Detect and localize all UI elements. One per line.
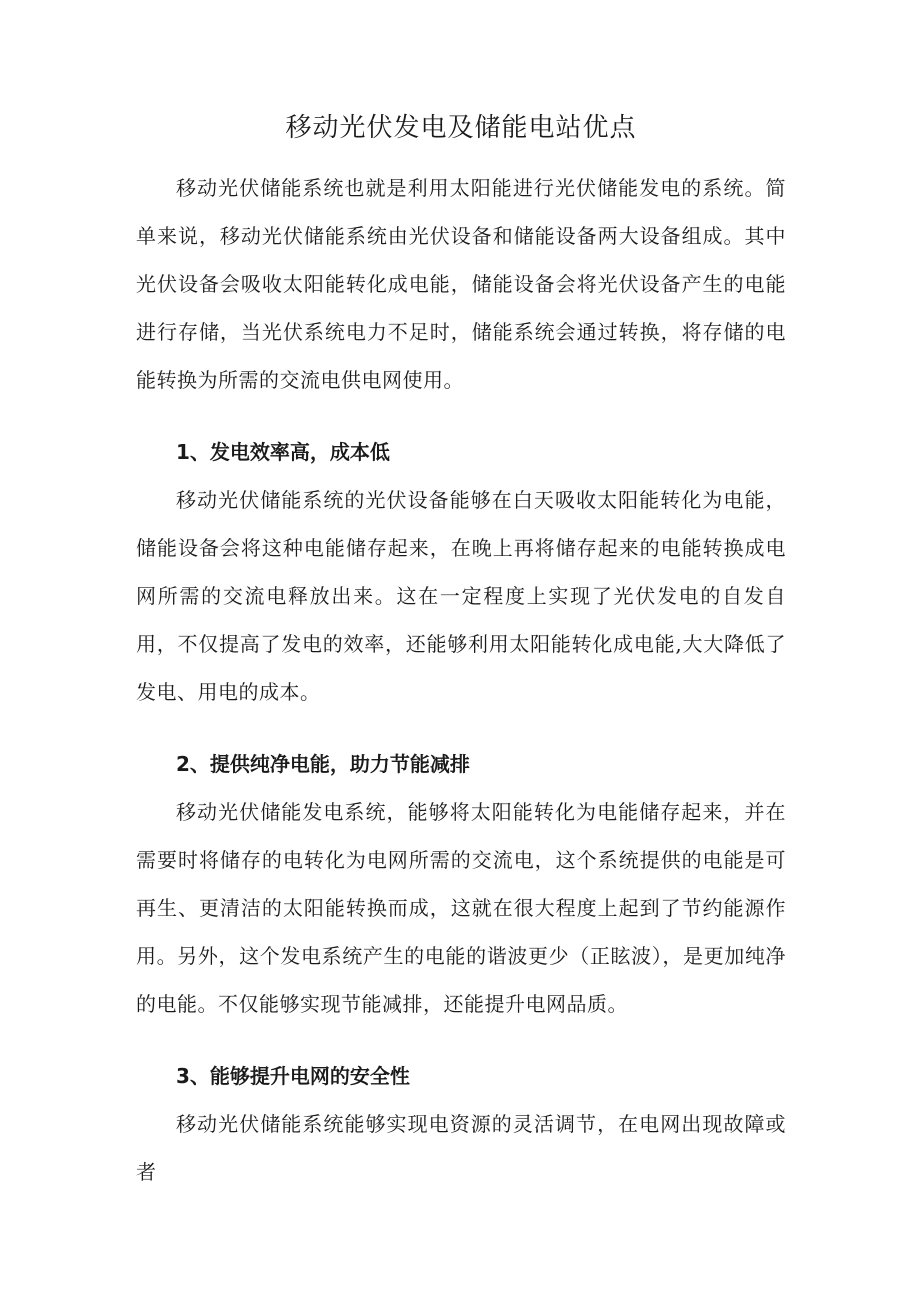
- document-body: [136, 106, 786, 1196]
- section-3: [136, 1052, 786, 1196]
- intro-paragraph: 移动光伏储能系统也就是利用太阳能进行光伏储能发电的系统。简单来说，移动光伏储能系统由光伏设备和储能设备两大设备组成。其中光伏设备会吸收太阳能转化成电能，储能设备会将光伏设备产生的电能进行存储，当光伏系统电力不足时，储能系统会通过转换，将存储的电能转换为所需的交流电供电网使用。: [136, 176, 786, 392]
- section-paragraph: 移动光伏储能发电系统，能够将太阳能转化为电能储存起来，并在需要时将储存的电转化为电网所需的交流电，这个系统提供的电能是可再生、更清洁的太阳能转换而成，这就在很大程度上起到了节约能源作用。另外，这个发电系统产生的电能的谐波更少（正眩波），是更加纯净的电能。不仅能够实现节能减排，还能提升电网品质。: [136, 800, 786, 1016]
- section-heading: 2、提供纯净电能，助力节能减排: [176, 752, 470, 776]
- section-1: [136, 428, 786, 716]
- section-paragraph: 移动光伏储能系统的光伏设备能够在白天吸收太阳能转化为电能，储能设备会将这种电能储存起来，在晚上再将储存起来的电能转换成电网所需的交流电释放出来。这在一定程度上实现了光伏发电的自发自用，不仅提高了发电的效率，还能够利用太阳能转化成电能,大大降低了发电、用电的成本。: [136, 488, 786, 704]
- section-paragraph: 移动光伏储能系统能够实现电资源的灵活调节，在电网出现故障或者: [136, 1112, 786, 1184]
- section-heading: 1、发电效率高，成本低: [176, 440, 390, 464]
- page-title: 移动光伏发电及储能电站优点: [285, 113, 637, 143]
- section-2: [136, 740, 786, 1028]
- section-heading: 3、能够提升电网的安全性: [176, 1064, 410, 1088]
